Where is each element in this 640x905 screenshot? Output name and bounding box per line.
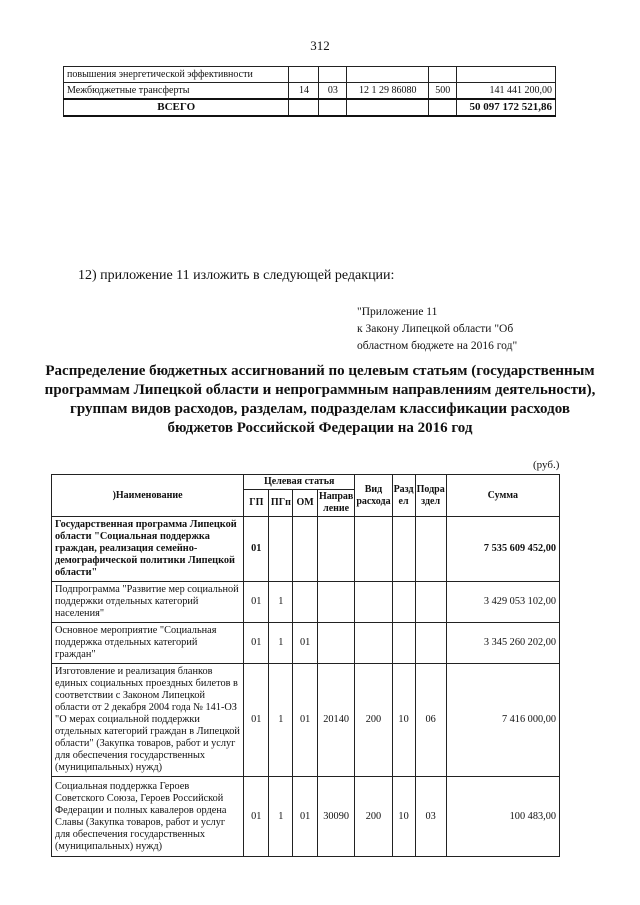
previous-table-fragment xyxy=(63,66,556,117)
header-sum: Сумма xyxy=(446,475,559,517)
header-om: ОМ xyxy=(293,490,318,517)
document-title: Распределение бюджетных ассигнований по целевым статьям (государственным программам Липецкой области и непрограммным направлениям деятельности), группам видов расходов, разделам, подразделам классификации расходов бюджетов Российской Федерации на 2016 год xyxy=(44,363,596,436)
intro-text: 12) приложение 11 изложить в следующей редакции: xyxy=(78,268,395,283)
total-sum: 50 097 172 521,86 xyxy=(457,99,556,116)
header-podrazdel: Подра здел xyxy=(415,475,446,517)
page-number: 312 xyxy=(310,38,330,53)
header-row xyxy=(52,475,560,490)
header-vr: Вид расхода xyxy=(355,475,392,517)
table-row: Межбюджетные трансферты 14 03 12 1 29 86080 500 141 441 200,00 xyxy=(64,83,556,100)
table-row: Государственная программа Липецкой области "Социальная поддержка граждан, реализация семейно-демографической политики Липецкой области" 01 7 535 609 452,00 xyxy=(52,517,560,582)
table-row: Подпрограмма "Развитие мер социальной поддержки отдельных категорий населения" 01 1 3 429 053 102,00 xyxy=(52,582,560,623)
table-row: Социальная поддержка Героев Советского Союза, Героев Российской Федерации и полных кавалеров ордена Славы (Закупка товаров, работ и услуг для обеспечения государственных (муниципальных) нужд) 01 1 01 30090 200 10 03 100 483,00 xyxy=(52,777,560,857)
budget-table xyxy=(51,474,560,857)
annex-line: "Приложение 11 xyxy=(357,306,438,318)
header-name: )Наименование xyxy=(52,475,244,517)
annex-line: областном бюджете на 2016 год" xyxy=(357,340,518,352)
header-razdel: Разд ел xyxy=(392,475,415,517)
table-row: Изготовление и реализация бланков единых социальных проездных билетов в соответствии с Законом Липецкой области от 2 декабря 2004 года № 141-ОЗ "О мерах социальной поддержки отдельных категорий граждан в Липецкой области" (Закупка товаров, работ и услуг для обеспечения государственных (муниципальных) нужд) 01 1 01 20140 200 10 06 7 416 000,00 xyxy=(52,664,560,777)
header-target: Целевая статья xyxy=(244,475,355,490)
total-label: ВСЕГО xyxy=(64,99,289,116)
annex-header xyxy=(357,304,517,355)
table-row xyxy=(64,67,556,83)
header-pgp: ПГп xyxy=(269,490,293,517)
header-gp: ГП xyxy=(244,490,269,517)
total-row xyxy=(64,99,556,116)
header-dir: Направ ление xyxy=(317,490,354,517)
annex-line: к Закону Липецкой области "Об xyxy=(357,323,514,335)
row-name: повышения энергетической эффективности xyxy=(64,67,289,83)
table-row: Основное мероприятие "Социальная поддержка отдельных категорий граждан" 01 1 01 3 345 260 202,00 xyxy=(52,623,560,664)
row-name: Межбюджетные трансферты xyxy=(64,83,289,100)
unit-label: (руб.) xyxy=(533,459,560,471)
